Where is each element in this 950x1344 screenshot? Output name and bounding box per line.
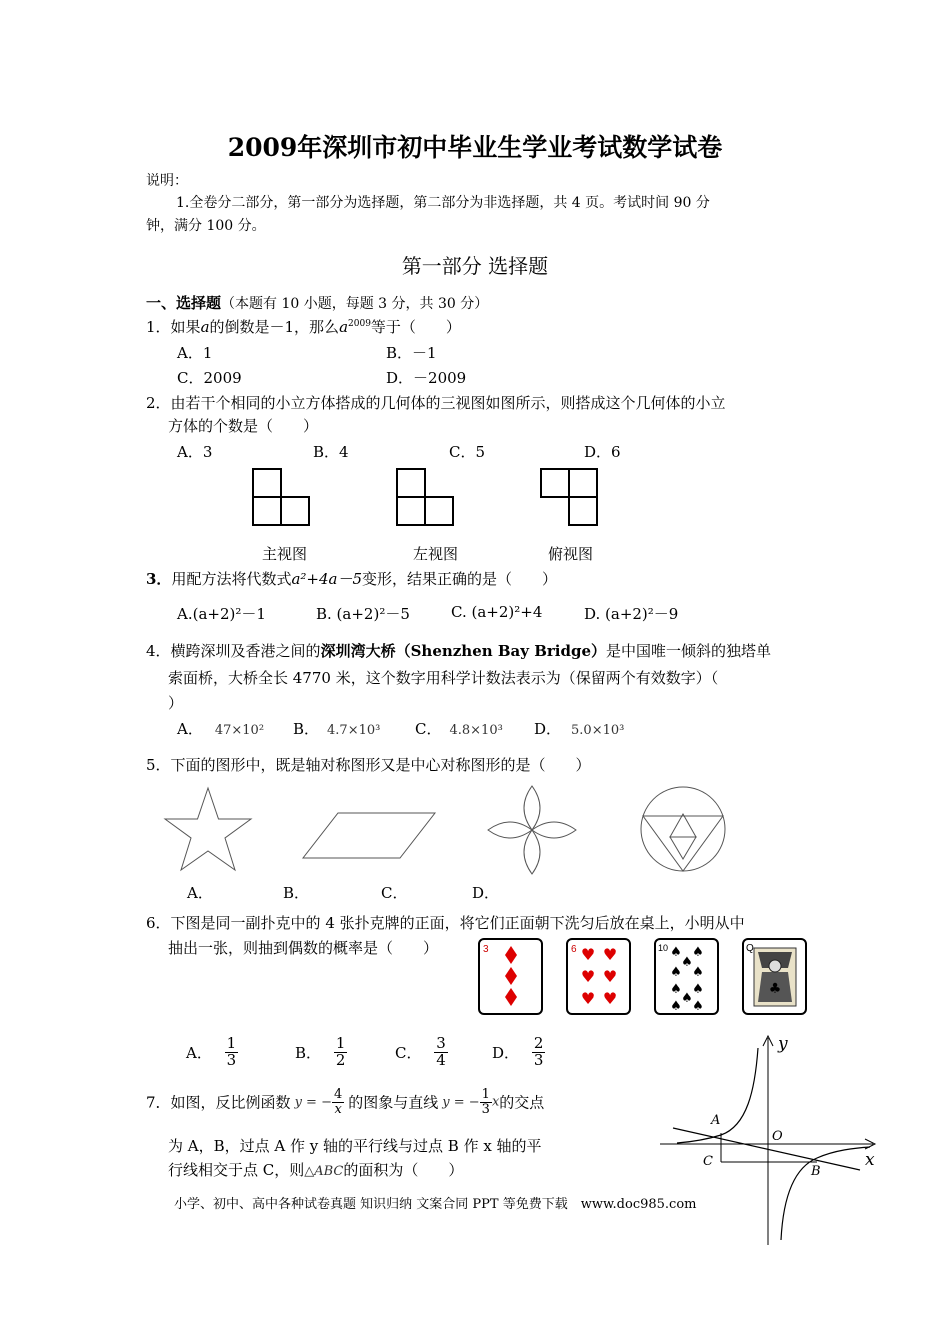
q1-number: 1． bbox=[146, 318, 171, 336]
q1-var: a bbox=[200, 318, 210, 336]
graph-label-y: y bbox=[778, 1034, 788, 1054]
card-queen-of-clubs bbox=[742, 938, 808, 1016]
question-7 bbox=[146, 1088, 544, 1116]
caption-front-view: 主视图 bbox=[262, 545, 308, 563]
q4-option-d-label: D． bbox=[534, 720, 562, 738]
svg-text:♥: ♥ bbox=[580, 967, 596, 986]
q7-line-3 bbox=[168, 1159, 463, 1180]
card-2-rank: 6 bbox=[571, 944, 577, 955]
four-petal-figure bbox=[484, 782, 580, 878]
q7-fn1-lhs: y = − bbox=[294, 1094, 332, 1110]
q6-option-a-num: 1 bbox=[226, 1034, 237, 1052]
card-4-rank: Q bbox=[746, 943, 754, 954]
q7-fn2-tail: x bbox=[491, 1094, 500, 1110]
q5-option-d[interactable]: D． bbox=[472, 884, 500, 902]
question-4 bbox=[146, 640, 771, 661]
graph-label-B: B bbox=[811, 1164, 821, 1179]
card-three-of-diamonds bbox=[478, 938, 544, 1016]
graph-label-x: x bbox=[865, 1150, 875, 1170]
q7-line-3-b: 的面积为（ ） bbox=[343, 1161, 464, 1179]
q4-text-b: 是中国唯一倾斜的独塔单 bbox=[606, 642, 772, 660]
q7-fn2-lhs: y = − bbox=[442, 1094, 480, 1110]
svg-text:♣: ♣ bbox=[768, 981, 782, 997]
q7-coordinate-graph bbox=[655, 1030, 885, 1252]
q4-option-c-value: 4.8×10³ bbox=[449, 723, 503, 738]
part-heading bbox=[146, 292, 488, 313]
q3-option-d[interactable]: D. (a+2)²－9 bbox=[584, 605, 679, 623]
q4-option-a[interactable] bbox=[177, 718, 264, 739]
q6-option-c-label: C． bbox=[395, 1043, 422, 1062]
svg-text:♠: ♠ bbox=[692, 999, 704, 1014]
svg-text:♠: ♠ bbox=[692, 965, 704, 980]
q4-text-a: 横跨深圳及香港之间的 bbox=[170, 642, 321, 660]
circle-triangle-figure bbox=[638, 784, 728, 874]
q1-option-d[interactable]: D．－2009 bbox=[386, 369, 467, 387]
q7-fn1-num: 4 bbox=[333, 1087, 343, 1102]
card-six-of-hearts bbox=[566, 938, 632, 1016]
q3-text-a: 用配方法将代数式 bbox=[171, 570, 292, 588]
card-ten-of-spades bbox=[654, 938, 720, 1016]
q1-text-b: 的倒数是－1，那么 bbox=[209, 318, 340, 336]
q7-triangle: △ABC bbox=[304, 1164, 344, 1179]
q5-option-c[interactable]: C． bbox=[381, 884, 408, 902]
q7-fn2-num: 1 bbox=[481, 1087, 490, 1102]
q4-option-b[interactable] bbox=[293, 718, 380, 739]
q6-option-c-num: 3 bbox=[436, 1034, 446, 1052]
q4-option-c[interactable] bbox=[415, 718, 503, 739]
q6-option-b[interactable] bbox=[295, 1036, 347, 1069]
q4-bridge-cn: 深圳湾大桥 bbox=[320, 642, 396, 660]
exam-title: 2009年深圳市初中毕业生学业考试数学试卷 bbox=[227, 133, 723, 162]
q3-option-a[interactable]: A.(a+2)²－1 bbox=[177, 605, 266, 623]
q2-line-1: 由若干个相同的小立方体搭成的几何体的三视图如图所示，则搭成这个几何体的小立 bbox=[170, 394, 726, 412]
q7-fn2-den: 3 bbox=[481, 1101, 490, 1117]
svg-text:♥: ♥ bbox=[580, 945, 596, 964]
q6-line-1: 下图是同一副扑克中的 4 张扑克牌的正面，将它们正面朝下洗匀后放在桌上，小明从中 bbox=[170, 914, 745, 932]
q6-option-d-label: D． bbox=[492, 1043, 520, 1062]
caption-top-view: 俯视图 bbox=[548, 545, 594, 563]
q1-option-a[interactable]: A．1 bbox=[177, 344, 213, 362]
q4-number: 4． bbox=[146, 642, 171, 660]
q3-text-b: 变形，结果正确的是（ ） bbox=[362, 570, 558, 588]
q4-line-2: 索面桥，大桥全长 4770 米，这个数字用科学计数法表示为（保留两个有效数字）（ bbox=[168, 669, 719, 687]
q3-expression: a²+4a－5 bbox=[291, 570, 363, 588]
notes-line-1: 1.全卷分二部分，第一部分为选择题，第二部分为非选择题，共 4 页。考试时间 90 分 bbox=[176, 195, 710, 211]
section-title: 第一部分 选择题 bbox=[401, 254, 549, 278]
svg-text:♠: ♠ bbox=[670, 965, 682, 980]
q6-option-a[interactable] bbox=[186, 1036, 238, 1069]
q2-option-b[interactable]: B．4 bbox=[313, 443, 349, 461]
star-figure bbox=[160, 785, 256, 875]
q7-number: 7． bbox=[146, 1093, 171, 1112]
q6-option-d-num: 2 bbox=[533, 1034, 544, 1052]
svg-text:♠: ♠ bbox=[670, 999, 682, 1014]
parallelogram-figure bbox=[300, 810, 440, 862]
q5-text: 下面的图形中，既是轴对称图形又是中心对称图形的是（ ） bbox=[170, 756, 591, 774]
q6-option-b-num: 1 bbox=[335, 1034, 346, 1052]
q6-option-b-den: 2 bbox=[335, 1050, 346, 1069]
q4-bridge-en: （Shenzhen Bay Bridge） bbox=[395, 642, 606, 660]
question-2 bbox=[146, 392, 726, 413]
q2-option-a[interactable]: A．3 bbox=[177, 443, 213, 461]
svg-text:♥: ♥ bbox=[580, 989, 596, 1008]
q7-line-2: 为 A，B，过点 A 作 y 轴的平行线与过点 B 作 x 轴的平 bbox=[168, 1137, 542, 1155]
top-view-figure bbox=[538, 466, 608, 528]
q6-line-2: 抽出一张，则抽到偶数的概率是（ ） bbox=[168, 939, 439, 957]
q1-exponent: 2009 bbox=[348, 319, 371, 329]
q6-option-d-den: 3 bbox=[533, 1050, 544, 1069]
q4-option-b-label: B． bbox=[293, 720, 320, 738]
card-1-rank: 3 bbox=[483, 944, 489, 955]
svg-text:♥: ♥ bbox=[602, 989, 618, 1008]
card-3-rank: 10 bbox=[658, 943, 669, 953]
front-view-figure bbox=[250, 466, 320, 528]
q6-option-c-den: 4 bbox=[436, 1050, 446, 1069]
q5-option-a[interactable]: A． bbox=[187, 884, 213, 902]
question-1 bbox=[146, 316, 461, 337]
q7-text-a: 如图，反比例函数 bbox=[170, 1093, 291, 1112]
q1-text-a: 如果 bbox=[170, 318, 201, 336]
svg-text:♠: ♠ bbox=[692, 945, 704, 960]
hyperbola-branch-upper-left bbox=[677, 1048, 758, 1143]
q7-text-b: 的图象与直线 bbox=[348, 1093, 439, 1112]
svg-text:♥: ♥ bbox=[602, 945, 618, 964]
q6-option-c[interactable] bbox=[395, 1036, 448, 1069]
q6-option-a-label: A． bbox=[186, 1043, 212, 1062]
left-view-figure bbox=[394, 466, 464, 528]
graph-label-C: C bbox=[703, 1154, 713, 1169]
q2-number: 2． bbox=[146, 394, 171, 412]
q1-option-b[interactable]: B．－1 bbox=[386, 344, 437, 362]
q4-option-d[interactable] bbox=[534, 718, 624, 739]
graph-label-O: O bbox=[772, 1129, 783, 1144]
line-graph bbox=[673, 1128, 860, 1170]
svg-text:♠: ♠ bbox=[670, 945, 682, 960]
page-footer: 小学、初中、高中各种试卷真题 知识归纳 文案合同 PPT 等免费下载 www.doc985.com bbox=[174, 1197, 697, 1212]
hyperbola-branch-lower-right bbox=[781, 1147, 870, 1240]
question-5 bbox=[146, 754, 591, 775]
q4-option-a-label: A． bbox=[177, 720, 203, 738]
q2-option-d[interactable]: D．6 bbox=[584, 443, 621, 461]
q6-option-a-den: 3 bbox=[226, 1050, 237, 1069]
q7-fn1-den: x bbox=[334, 1101, 342, 1117]
caption-left-view: 左视图 bbox=[413, 545, 459, 563]
q4-option-b-value: 4.7×10³ bbox=[327, 723, 381, 738]
svg-text:♠: ♠ bbox=[681, 955, 693, 970]
q6-number: 6． bbox=[146, 914, 171, 932]
q4-option-d-value: 5.0×10³ bbox=[571, 723, 625, 738]
q7-text-c: 的交点 bbox=[499, 1093, 545, 1112]
notes-label: 说明： bbox=[146, 173, 188, 189]
graph-label-A: A bbox=[711, 1113, 721, 1128]
q4-option-c-label: C． bbox=[415, 720, 442, 738]
q2-option-c[interactable]: C．5 bbox=[449, 443, 486, 461]
q3-number: 3． bbox=[146, 570, 172, 588]
q2-line-2: 方体的个数是（ ） bbox=[168, 417, 319, 435]
q6-option-d[interactable] bbox=[492, 1036, 545, 1069]
part-heading-detail: （本题有 10 小题，每题 3 分，共 30 分） bbox=[221, 296, 489, 312]
q4-line-3: ） bbox=[168, 694, 184, 712]
svg-text:♥: ♥ bbox=[602, 967, 618, 986]
q5-option-b[interactable]: B． bbox=[283, 884, 310, 902]
svg-text:♠: ♠ bbox=[670, 982, 682, 997]
q4-option-a-value: 47×10² bbox=[214, 723, 265, 738]
q1-var-2: a bbox=[339, 318, 349, 336]
svg-text:♠: ♠ bbox=[692, 982, 704, 997]
question-3 bbox=[146, 568, 557, 589]
question-6 bbox=[146, 912, 745, 933]
q3-option-c[interactable]: C. (a+2)²+4 bbox=[451, 603, 543, 621]
svg-text:♠: ♠ bbox=[681, 991, 693, 1006]
q5-number: 5． bbox=[146, 756, 171, 774]
q7-line-3-a: 行线相交于点 C，则 bbox=[168, 1161, 305, 1179]
q1-option-c[interactable]: C．2009 bbox=[177, 369, 242, 387]
q6-option-b-label: B． bbox=[295, 1043, 322, 1062]
q1-text-c: 等于（ ） bbox=[370, 318, 461, 336]
part-heading-main: 一、选择题 bbox=[146, 294, 222, 312]
notes-line-2: 钟，满分 100 分。 bbox=[146, 218, 266, 234]
q3-option-b[interactable]: B. (a+2)²－5 bbox=[316, 605, 410, 623]
